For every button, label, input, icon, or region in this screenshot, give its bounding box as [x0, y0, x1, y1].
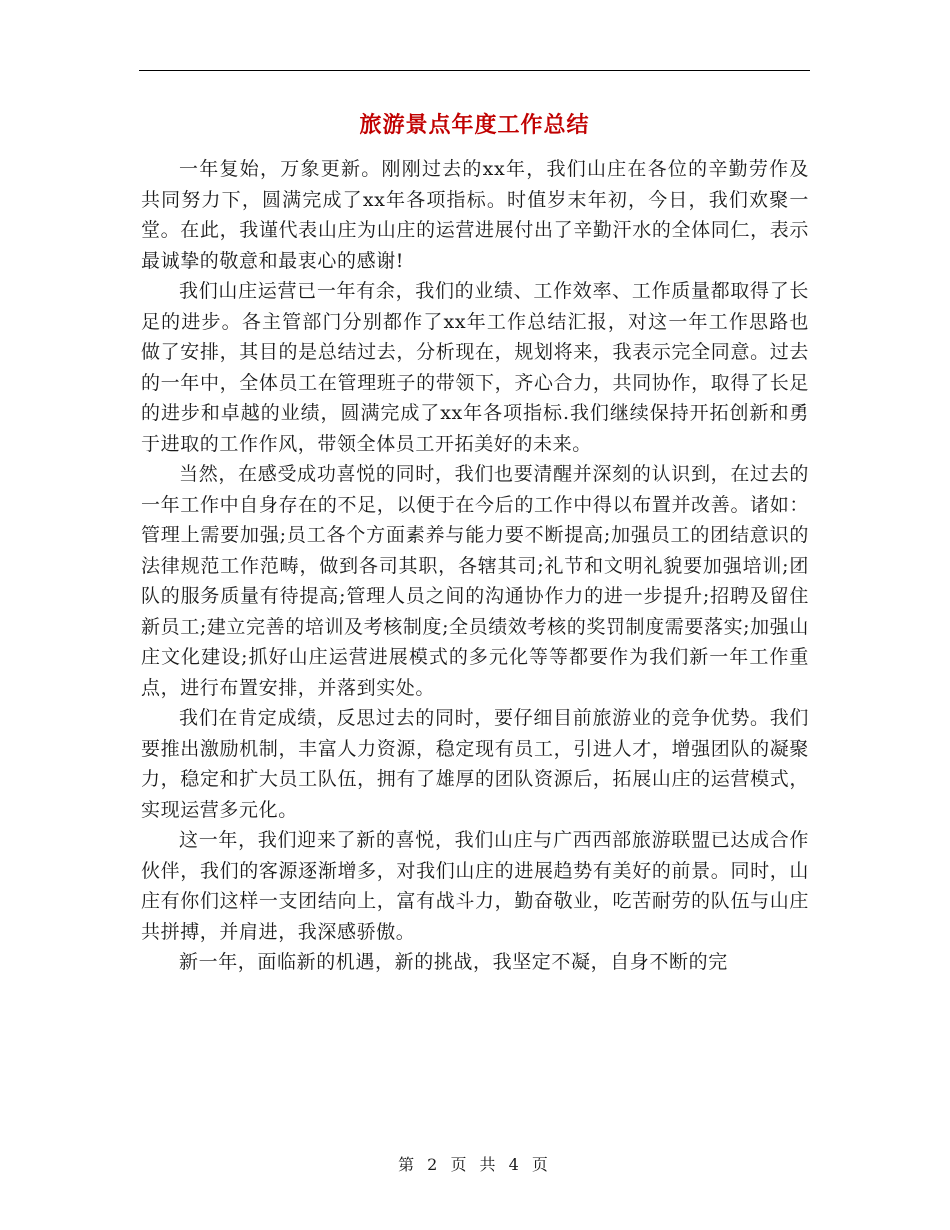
paragraph: 这一年，我们迎来了新的喜悦，我们山庄与广西西部旅游联盟已达成合作伙伴，我们的客源逐渐增多，对我们山庄的进展趋势有美好的前景。同时，山庄有你们这样一支团结向上，富有战斗力，勤奋敬业，吃苦耐劳的队伍与山庄共拼搏，并肩进，我深感骄傲。: [141, 829, 809, 943]
document-title: 旅游景点年度工作总结: [359, 112, 590, 138]
paragraph: 我们在肯定成绩，反思过去的同时，要仔细目前旅游业的竞争优势。我们要推出激励机制，丰富人力资源，稳定现有员工，引进人才，增强团队的凝聚力，稳定和扩大员工队伍，拥有了雄厚的团队资源后，拓展山庄的运营模式，实现运营多元化。: [141, 707, 809, 821]
paragraph: 新一年，面临新的机遇，新的挑战，我坚定不凝，自身不断的完: [179, 951, 728, 973]
header-rule: [139, 70, 810, 71]
page-number-footer: 第 2 页 共 4 页: [398, 1155, 552, 1174]
document-body: [141, 154, 809, 978]
paragraph: 一年复始，万象更新。刚刚过去的xx年，我们山庄在各位的辛勤劳作及共同努力下，圆满完成了xx年各项指标。时值岁末年初，今日，我们欢聚一堂。在此，我谨代表山庄为山庄的运营进展付出了辛勤汗水的全体同仁，表示最诚挚的敬意和最衷心的感谢!: [141, 158, 809, 272]
paragraph: 我们山庄运营已一年有余，我们的业绩、工作效率、工作质量都取得了长足的进步。各主管部门分别都作了xx年工作总结汇报，对这一年工作思路也做了安排，其目的是总结过去，分析现在，规划将来，我表示完全同意。过去的一年中，全体员工在管理班子的带领下，齐心合力，共同协作，取得了长足的进步和卓越的业绩，圆满完成了xx年各项指标.我们继续保持开拓创新和勇于进取的工作作风，带领全体员工开拓美好的未来。: [141, 280, 809, 455]
paragraph: 当然，在感受成功喜悦的同时，我们也要清醒并深刻的认识到，在过去的一年工作中自身存在的不足，以便于在今后的工作中得以布置并改善。诸如：管理上需要加强;员工各个方面素养与能力要不断提高;加强员工的团结意识的法律规范工作范畴，做到各司其职，各辖其司;礼节和文明礼貌要加强培训;团队的服务质量有待提高;管理人员之间的沟通协作力的进一步提升;招聘及留住新员工;建立完善的培训及考核制度;全员绩效考核的奖罚制度需要落实;加强山庄文化建设;抓好山庄运营进展模式的多元化等等都要作为我们新一年工作重点，进行布置安排，并落到实处。: [141, 463, 809, 699]
